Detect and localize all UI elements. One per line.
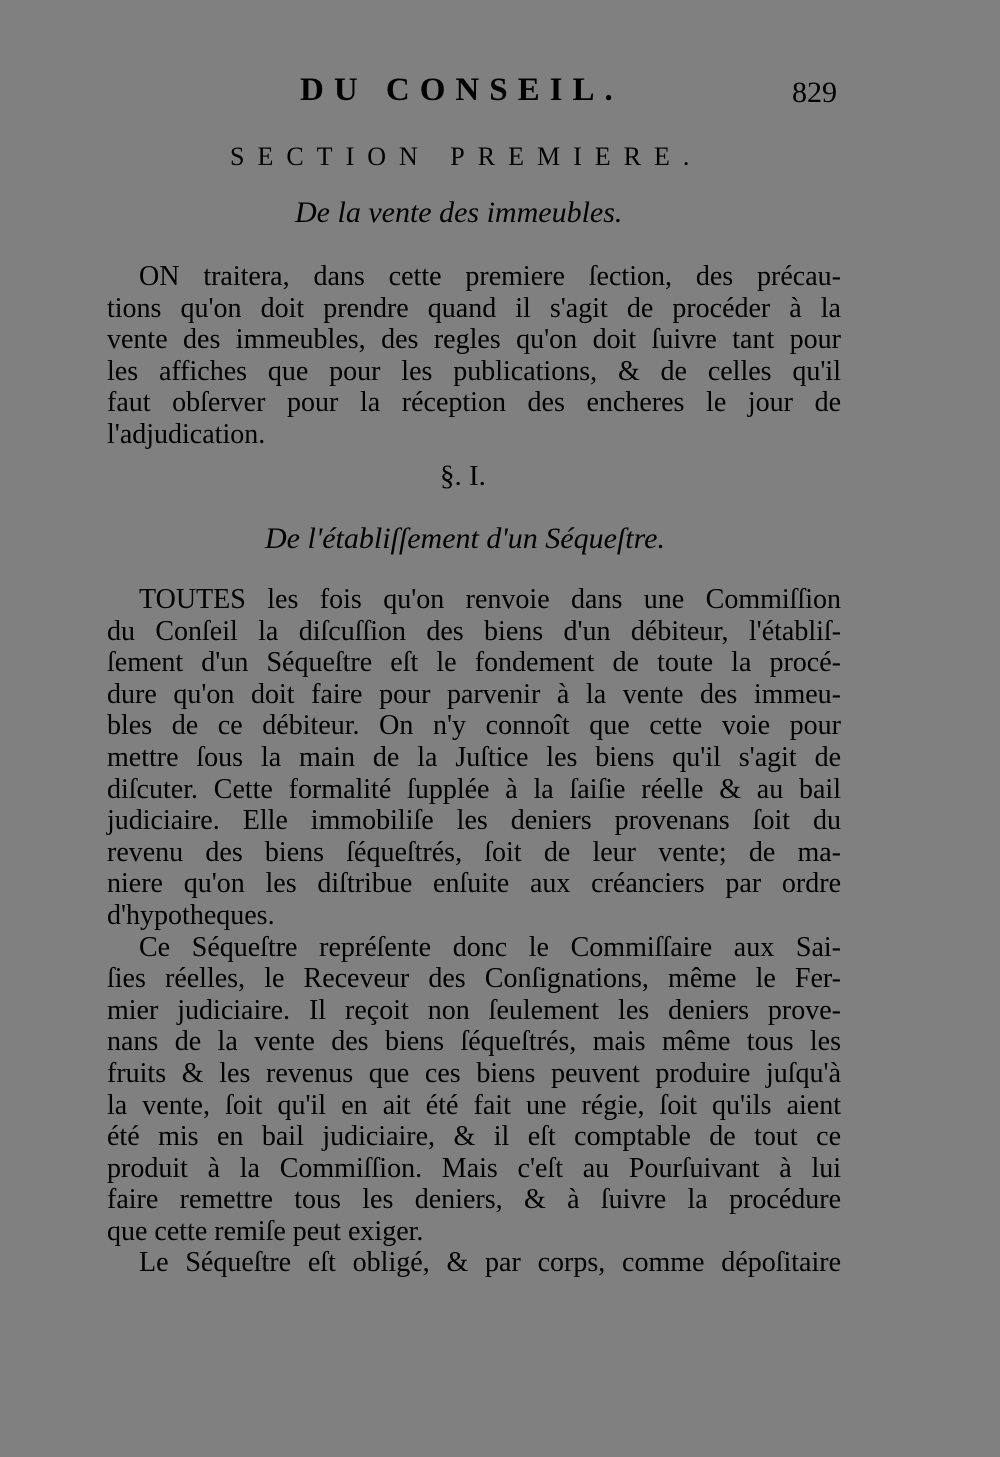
running-head: DU CONSEIL.	[300, 72, 623, 108]
subsection-title: De l'établiſſement d'un Séqueſtre.	[265, 522, 665, 555]
text-line: tions qu'on doit prendre quand il s'agit de procéder à la	[107, 292, 841, 324]
section-title: SECTION PREMIERE.	[230, 142, 703, 171]
text-line: la vente, ſoit qu'il en ait été fait une régie, ſoit qu'ils aient	[107, 1089, 841, 1121]
intro-paragraph	[107, 261, 841, 451]
text-line: produit à la Commiſſion. Mais c'eſt au Pourſuivant à lui	[107, 1152, 841, 1184]
text-line: bles de ce débiteur. On n'y connoît que cette voie pour	[107, 710, 841, 742]
text-line: diſcuter. Cette formalité ſupplée à la ſaiſie réelle & au bail	[107, 773, 841, 805]
text-line: ſement d'un Séqueſtre eſt le fondement de toute la procé-	[107, 647, 841, 679]
text-line: l'adjudication.	[107, 418, 266, 450]
text-line: d'hypotheques.	[107, 899, 275, 931]
text-line: dure qu'on doit faire pour parvenir à la vente des immeu-	[107, 678, 841, 710]
text-line: ON traitera, dans cette premiere ſection, des précau-	[139, 261, 841, 292]
text-line: revenu des biens ſéqueſtrés, ſoit de leur vente; de ma-	[107, 836, 841, 868]
text-line: vente des immeubles, des regles qu'on doit ſuivre tant pour	[107, 324, 841, 356]
text-line: fruits & les revenus que ces biens peuvent produire juſqu'à	[107, 1057, 841, 1089]
text-line: judiciaire. Elle immobiliſe les deniers provenans ſoit du	[107, 805, 841, 837]
text-line: faire remettre tous les deniers, & à ſuivre la procédure	[107, 1184, 841, 1216]
text-line: niere qu'on les diſtribue enſuite aux créanciers par ordre	[107, 868, 841, 900]
text-line: que cette remiſe peut exiger.	[107, 1215, 424, 1247]
text-line: les affiches que pour les publications, & de celles qu'il	[107, 355, 841, 387]
text-line: Ce Séqueſtre repréſente donc le Commiſſaire aux Sai-	[139, 931, 841, 963]
body-text	[107, 584, 841, 1279]
text-line: nans de la vente des biens ſéqueſtrés, mais même tous les	[107, 1026, 841, 1058]
text-line: faut obſerver pour la réception des encheres le jour de	[107, 387, 841, 419]
text-line: été mis en bail judiciaire, & il eſt comptable de tout ce	[107, 1121, 841, 1153]
text-line: Le Séqueſtre eſt obligé, & par corps, comme dépoſitaire	[139, 1247, 841, 1279]
text-line: ſies réelles, le Receveur des Conſignations, même le Fer-	[107, 963, 841, 995]
section-subtitle: De la vente des immeubles.	[295, 196, 623, 229]
page-number: 829	[792, 76, 837, 109]
text-line: mier judiciaire. Il reçoit non ſeulement les deniers prove-	[107, 994, 841, 1026]
text-line: TOUTES les fois qu'on renvoie dans une Commiſſion	[139, 584, 841, 615]
paragraph-sign-heading: §. I.	[440, 460, 486, 492]
text-line: mettre ſous la main de la Juſtice les biens qu'il s'agit de	[107, 741, 841, 773]
text-line: du Conſeil la diſcuſſion des biens d'un débiteur, l'établiſ-	[107, 615, 841, 647]
